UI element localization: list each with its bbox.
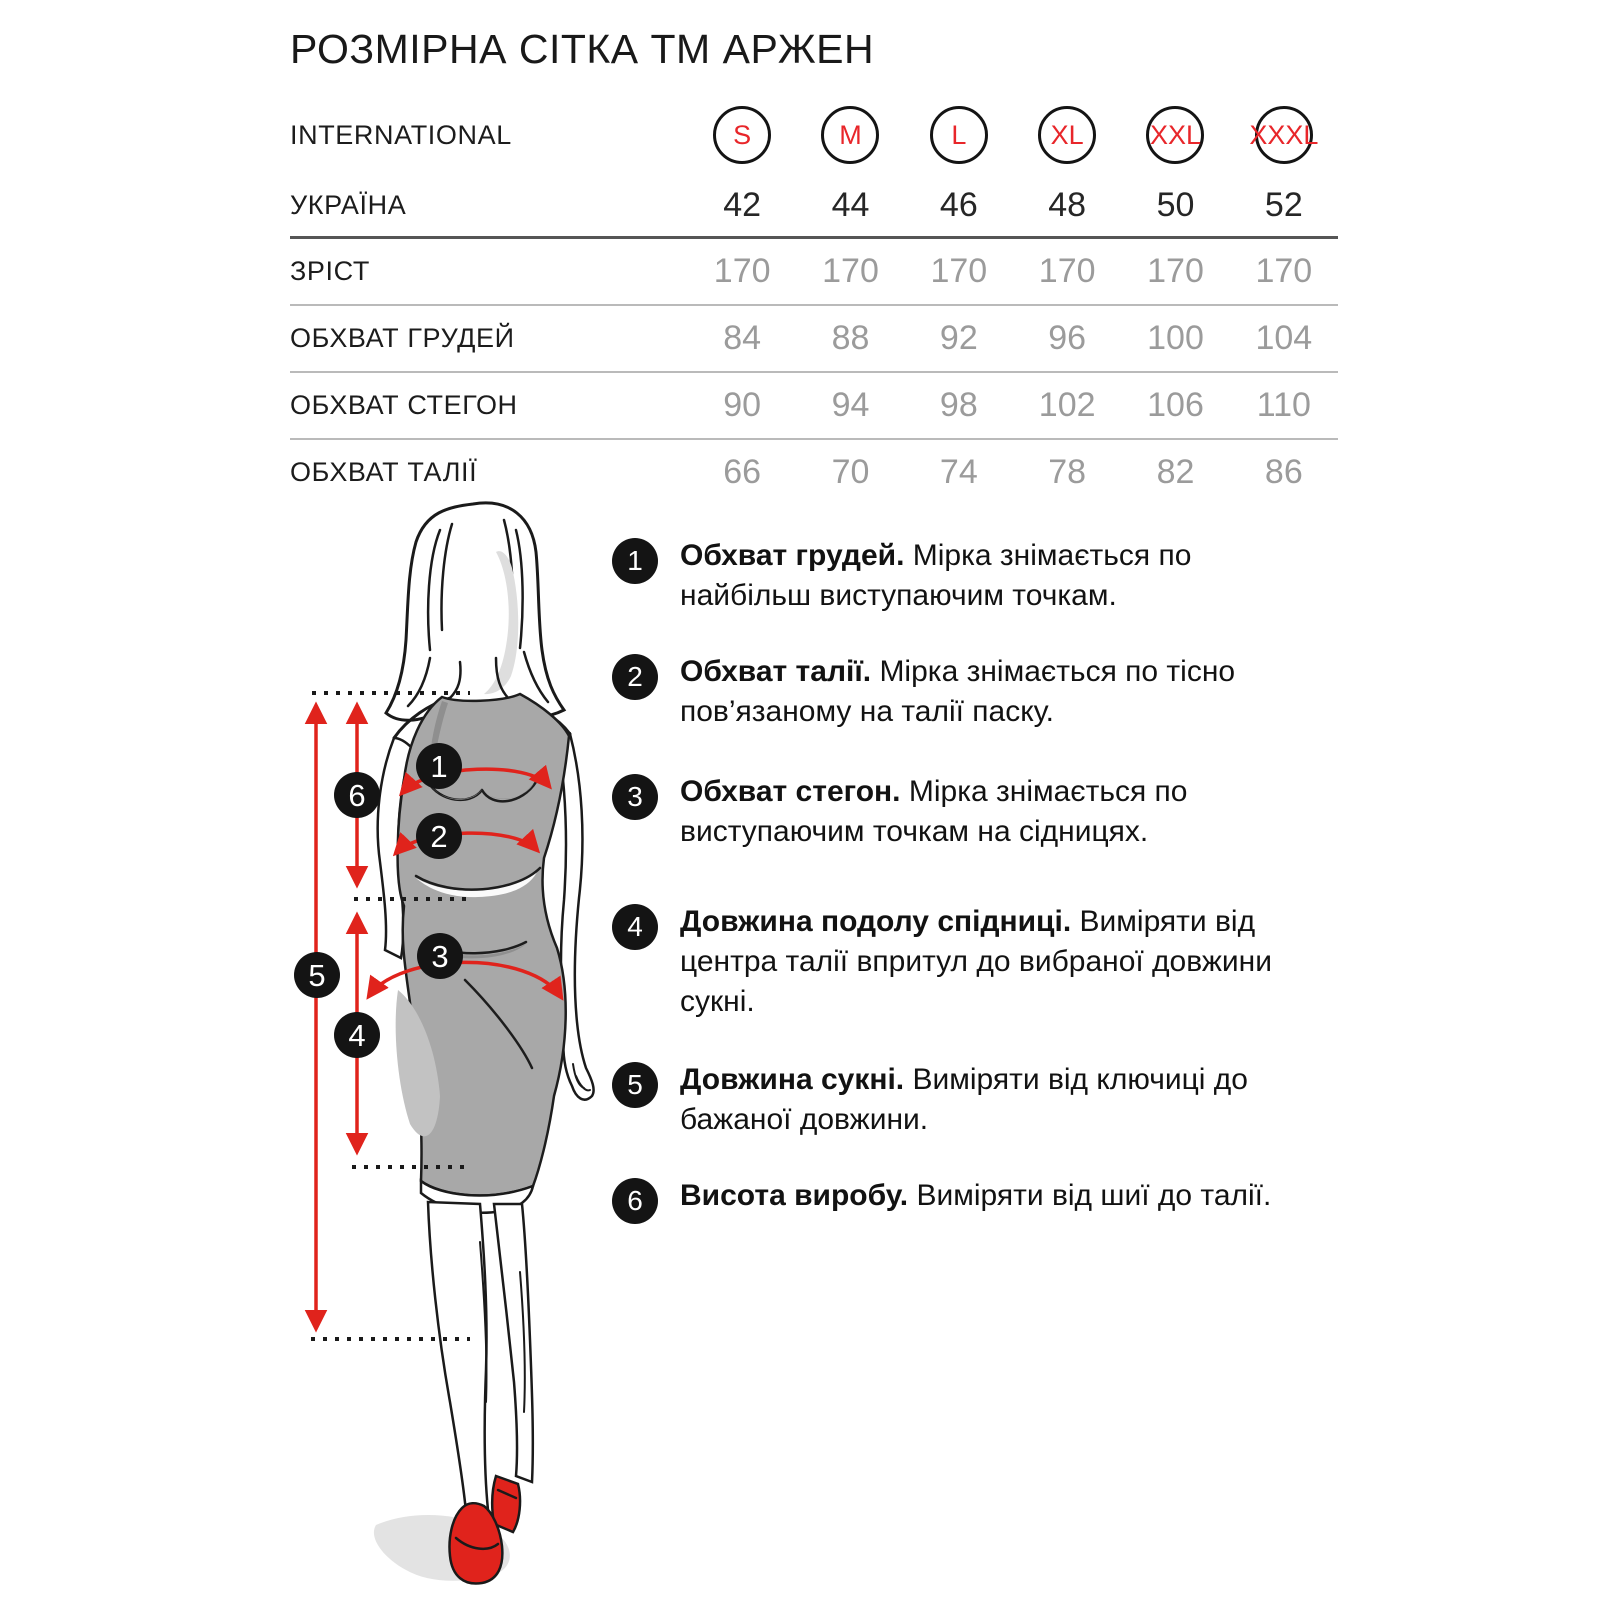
value: 90 bbox=[723, 386, 762, 424]
value-cell bbox=[688, 252, 796, 291]
value-cell bbox=[1013, 252, 1121, 291]
measurement-note bbox=[612, 536, 1320, 616]
value-cell bbox=[1121, 319, 1229, 358]
note-term: Висота виробу. bbox=[680, 1179, 909, 1212]
ukraine-size-cell bbox=[1230, 186, 1338, 225]
value: 98 bbox=[939, 386, 978, 424]
note-number-badge: 6 bbox=[612, 1178, 658, 1224]
ukraine-size-value: 52 bbox=[1264, 185, 1303, 224]
note-term: Довжина подолу спідниці. bbox=[680, 905, 1072, 938]
size-circle-cell bbox=[1013, 106, 1121, 164]
value-cell bbox=[796, 252, 904, 291]
back-leg bbox=[494, 1204, 533, 1482]
ukraine-size-cell bbox=[796, 186, 904, 225]
note-term: Обхват грудей. bbox=[680, 539, 905, 572]
value-cell bbox=[905, 319, 1013, 358]
ukraine-size-cell bbox=[1013, 186, 1121, 225]
ukraine-size-value: 46 bbox=[939, 185, 978, 224]
value: 106 bbox=[1147, 386, 1204, 424]
row-label: ЗРІСТ bbox=[290, 256, 370, 286]
value: 70 bbox=[831, 453, 870, 491]
international-size-circle: S bbox=[713, 106, 771, 164]
value: 170 bbox=[713, 252, 771, 290]
value-cell bbox=[1230, 386, 1338, 425]
note-number-badge: 1 bbox=[612, 538, 658, 584]
value-cell bbox=[1121, 252, 1229, 291]
value: 170 bbox=[822, 252, 879, 290]
measurement-note bbox=[612, 902, 1320, 1022]
woman-sketch bbox=[374, 503, 594, 1584]
value: 84 bbox=[723, 319, 762, 357]
value: 88 bbox=[831, 319, 870, 357]
ukraine-row-label: УКРАЇНА bbox=[290, 189, 407, 220]
ukraine-size-cell bbox=[1121, 186, 1229, 225]
note-text: Обхват грудей. Мірка знімається по найбільш виступаючим точкам. bbox=[680, 539, 1192, 612]
value: 74 bbox=[939, 453, 978, 491]
value-cell bbox=[1013, 386, 1121, 425]
ukraine-size-value: 44 bbox=[831, 185, 870, 224]
size-circle-cell bbox=[1230, 106, 1338, 164]
note-number-badge: 3 bbox=[612, 774, 658, 820]
value-cell bbox=[1121, 386, 1229, 425]
note-number-badge: 4 bbox=[612, 904, 658, 950]
value-cell bbox=[1013, 453, 1121, 492]
note-term: Довжина сукні. bbox=[680, 1063, 905, 1096]
measurement-note bbox=[612, 1060, 1320, 1140]
note-text: Висота виробу. Виміряти від шиї до талії. bbox=[680, 1179, 1272, 1212]
row-label: ОБХВАТ СТЕГОН bbox=[290, 390, 518, 420]
figure-callout-number: 2 bbox=[430, 819, 448, 854]
international-size-circle: XXXL bbox=[1255, 106, 1313, 164]
ukraine-size-value: 48 bbox=[1048, 185, 1087, 224]
note-text: Довжина сукні. Виміряти від ключиці до бажаної довжини. bbox=[680, 1063, 1248, 1136]
international-size-circle: M bbox=[821, 106, 879, 164]
row-label: ОБХВАТ ГРУДЕЙ bbox=[290, 323, 515, 353]
size-table bbox=[290, 96, 1338, 505]
value: 66 bbox=[723, 453, 762, 491]
value-cell bbox=[796, 386, 904, 425]
note-text: Довжина подолу спідниці. Виміряти від центра талії впритул до вибраної довжини сукні. bbox=[680, 905, 1272, 1018]
measurement-note bbox=[612, 652, 1320, 732]
international-size-circle: XXL bbox=[1146, 106, 1204, 164]
figure-callout-number: 4 bbox=[348, 1018, 366, 1053]
value-cell bbox=[1230, 252, 1338, 291]
value-cell bbox=[905, 453, 1013, 492]
value-cell bbox=[796, 319, 904, 358]
value: 104 bbox=[1255, 319, 1313, 357]
measurement-rows bbox=[290, 239, 1338, 505]
value-cell bbox=[905, 386, 1013, 425]
note-term: Обхват талії. bbox=[680, 655, 872, 688]
measurement-note bbox=[612, 772, 1320, 852]
note-term: Обхват стегон. bbox=[680, 775, 901, 808]
value: 100 bbox=[1147, 319, 1204, 357]
value: 110 bbox=[1256, 386, 1311, 424]
value-cell bbox=[796, 453, 904, 492]
value-cell bbox=[688, 453, 796, 492]
hair bbox=[386, 503, 564, 722]
value: 92 bbox=[939, 319, 978, 357]
note-number-badge: 2 bbox=[612, 654, 658, 700]
value-cell bbox=[1230, 319, 1338, 358]
international-row-label: INTERNATIONAL bbox=[290, 119, 512, 150]
figure-callout-number: 3 bbox=[431, 939, 449, 974]
value: 78 bbox=[1048, 453, 1087, 491]
value: 96 bbox=[1048, 319, 1087, 357]
value: 94 bbox=[831, 386, 870, 424]
measurement-figure bbox=[280, 490, 640, 1600]
note-text: Обхват талії. Мірка знімається по тісно пов’язаному на талії паску. bbox=[680, 655, 1236, 728]
note-text: Обхват стегон. Мірка знімається по виступаючим точкам на сідницях. bbox=[680, 775, 1188, 848]
ukraine-size-value: 50 bbox=[1156, 185, 1195, 224]
page-title: РОЗМІРНА СІТКА ТМ АРЖЕН bbox=[290, 26, 875, 72]
row-label: ОБХВАТ ТАЛІЇ bbox=[290, 457, 478, 487]
value: 102 bbox=[1038, 386, 1096, 424]
ukraine-size-cell bbox=[688, 186, 796, 225]
front-leg bbox=[428, 1202, 488, 1512]
ukraine-size-cell bbox=[905, 186, 1013, 225]
table-row bbox=[290, 304, 1338, 371]
measurement-note bbox=[612, 1176, 1320, 1224]
value: 170 bbox=[930, 252, 988, 290]
value: 170 bbox=[1147, 252, 1204, 290]
value: 170 bbox=[1255, 252, 1313, 290]
value-cell bbox=[1121, 453, 1229, 492]
size-circle-cell bbox=[905, 106, 1013, 164]
figure-callout-number: 6 bbox=[348, 778, 366, 813]
note-number-badge: 5 bbox=[612, 1062, 658, 1108]
value: 170 bbox=[1038, 252, 1096, 290]
international-size-circle: L bbox=[930, 106, 988, 164]
ukraine-row bbox=[290, 174, 1338, 236]
international-row bbox=[290, 96, 1338, 174]
value-cell bbox=[1230, 453, 1338, 492]
value-cell bbox=[1013, 319, 1121, 358]
figure-callout-number: 5 bbox=[308, 958, 326, 993]
value-cell bbox=[688, 319, 796, 358]
size-circle-cell bbox=[796, 106, 904, 164]
value-cell bbox=[905, 252, 1013, 291]
table-row bbox=[290, 371, 1338, 438]
value: 86 bbox=[1264, 453, 1303, 491]
value: 82 bbox=[1156, 453, 1195, 491]
size-circle-cell bbox=[1121, 106, 1229, 164]
size-circle-cell bbox=[688, 106, 796, 164]
figure-callout-number: 1 bbox=[430, 749, 448, 784]
value-cell bbox=[688, 386, 796, 425]
table-row bbox=[290, 239, 1338, 304]
ukraine-size-value: 42 bbox=[723, 185, 762, 224]
international-size-circle: XL bbox=[1038, 106, 1096, 164]
